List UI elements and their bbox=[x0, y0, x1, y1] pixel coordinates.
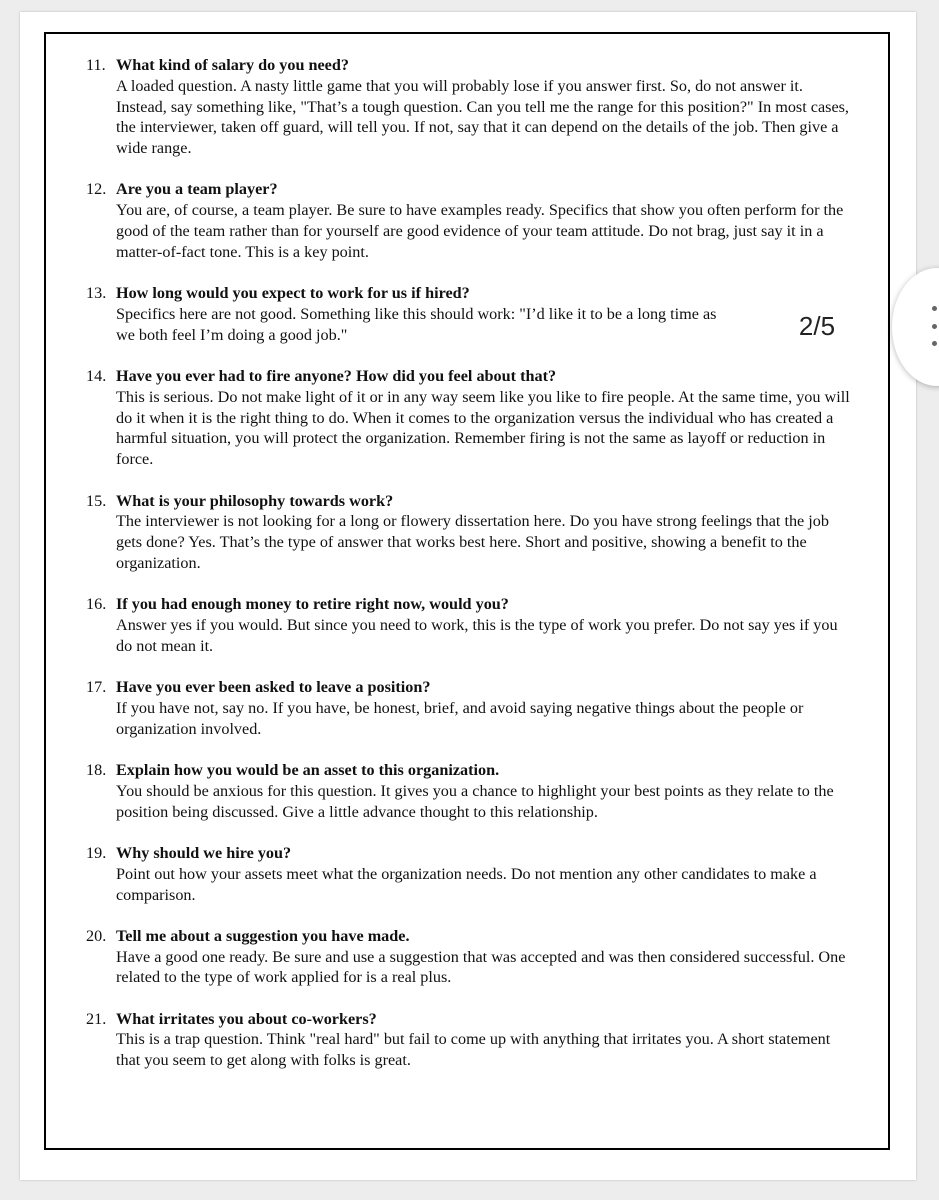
item-number: 13. bbox=[86, 284, 107, 303]
answer-text: Answer yes if you would. But since you need to work, this is the type of work you prefer. Do not say yes if you do not mean it. bbox=[116, 616, 838, 655]
question-text: Are you a team player? bbox=[116, 180, 278, 199]
item-number: 19. bbox=[86, 843, 107, 862]
answer-text: The interviewer is not looking for a long or flowery dissertation here. Do you have strong feelings that the job gets done? Yes. That’s the type of answer that works best here. Short and positive, showing a benefit to the organization. bbox=[116, 512, 829, 572]
qa-item-14 bbox=[66, 366, 850, 470]
qa-item-19 bbox=[66, 843, 850, 905]
qa-item-12 bbox=[66, 179, 850, 262]
answer-text: If you have not, say no. If you have, be honest, brief, and avoid saying negative things about the people or organization involved. bbox=[116, 698, 804, 738]
item-number: 21. bbox=[86, 1009, 107, 1028]
qa-list bbox=[66, 55, 850, 1092]
qa-item-17 bbox=[66, 677, 850, 739]
qa-item-11 bbox=[66, 55, 850, 159]
question-text: What kind of salary do you need? bbox=[116, 56, 349, 74]
question-text: Have you ever had to fire anyone? How did you feel about that? bbox=[116, 367, 557, 386]
item-number: 16. bbox=[86, 595, 107, 614]
answer-text: You should be anxious for this question. It gives you a chance to highlight your best points as they relate to the position being discussed. Give a little advance thought to this relationship. bbox=[116, 781, 834, 821]
qa-item-15 bbox=[66, 491, 850, 574]
question-text: If you had enough money to retire right now, would you? bbox=[116, 595, 509, 614]
question-text: How long would you expect to work for us if hired? bbox=[116, 284, 470, 303]
question-text: Why should we hire you? bbox=[116, 843, 292, 862]
answer-text: A loaded question. A nasty little game that you will probably lose if you answer first. So, do not answer it. Instead, say something like, "That’s a tough question. Can you tell me the range for this position?" In most cases, the interviewer, taken off guard, will tell you. If not, say that it can depend on the details of the job. Then give a wide range. bbox=[116, 76, 849, 158]
qa-item-20 bbox=[66, 926, 850, 988]
answer-text: Point out how your assets meet what the organization needs. Do not mention any other candidates to make a comparison. bbox=[116, 864, 817, 904]
question-text: What is your philosophy towards work? bbox=[116, 491, 394, 510]
item-number: 14. bbox=[86, 367, 107, 386]
item-number: 17. bbox=[86, 678, 107, 697]
item-number: 18. bbox=[86, 761, 107, 780]
qa-item-21 bbox=[66, 1009, 850, 1071]
qa-item-16 bbox=[66, 594, 850, 656]
item-number: 20. bbox=[86, 926, 107, 945]
answer-text: You are, of course, a team player. Be sure to have examples ready. Specifics that show you often perform for the good of the team rather than for yourself are good evidence of your team attitude. Do not brag, just say it in a matter-of-fact tone. This is a key point. bbox=[116, 201, 844, 261]
qa-item-18 bbox=[66, 760, 850, 822]
question-text: Explain how you would be an asset to this organization. bbox=[116, 761, 500, 780]
item-number: 12. bbox=[86, 180, 107, 199]
answer-text: Have a good one ready. Be sure and use a suggestion that was accepted and was then considered successful. One related to the type of work applied for is a real plus. bbox=[116, 947, 846, 987]
item-number: 11. bbox=[86, 56, 106, 74]
qa-item-13 bbox=[66, 283, 850, 345]
answer-text: Specifics here are not good. Something like this should work: "I’d like it to be a long time as we both feel I’m doing a good job." bbox=[116, 304, 717, 344]
question-text: What irritates you about co-workers? bbox=[116, 1009, 377, 1028]
drag-handle-icon[interactable] bbox=[930, 306, 939, 346]
answer-text: This is a trap question. Think "real hard" but fail to come up with anything that irritates you. A short statement that you seem to get along with folks is great. bbox=[116, 1030, 831, 1070]
question-text: Tell me about a suggestion you have made. bbox=[116, 926, 410, 945]
document-page bbox=[20, 12, 916, 1180]
item-number: 15. bbox=[86, 491, 107, 510]
question-text: Have you ever been asked to leave a position? bbox=[116, 678, 431, 697]
page-indicator: 2/5 bbox=[767, 295, 867, 357]
answer-text: This is serious. Do not make light of it or in any way seem like you like to fire people. At the same time, you will do it when it is the right thing to do. When it comes to the organization versus the individual who has created a harmful situation, you will protect the organization. Remember firing is not the same as layoff or reduction in force. bbox=[116, 387, 850, 469]
